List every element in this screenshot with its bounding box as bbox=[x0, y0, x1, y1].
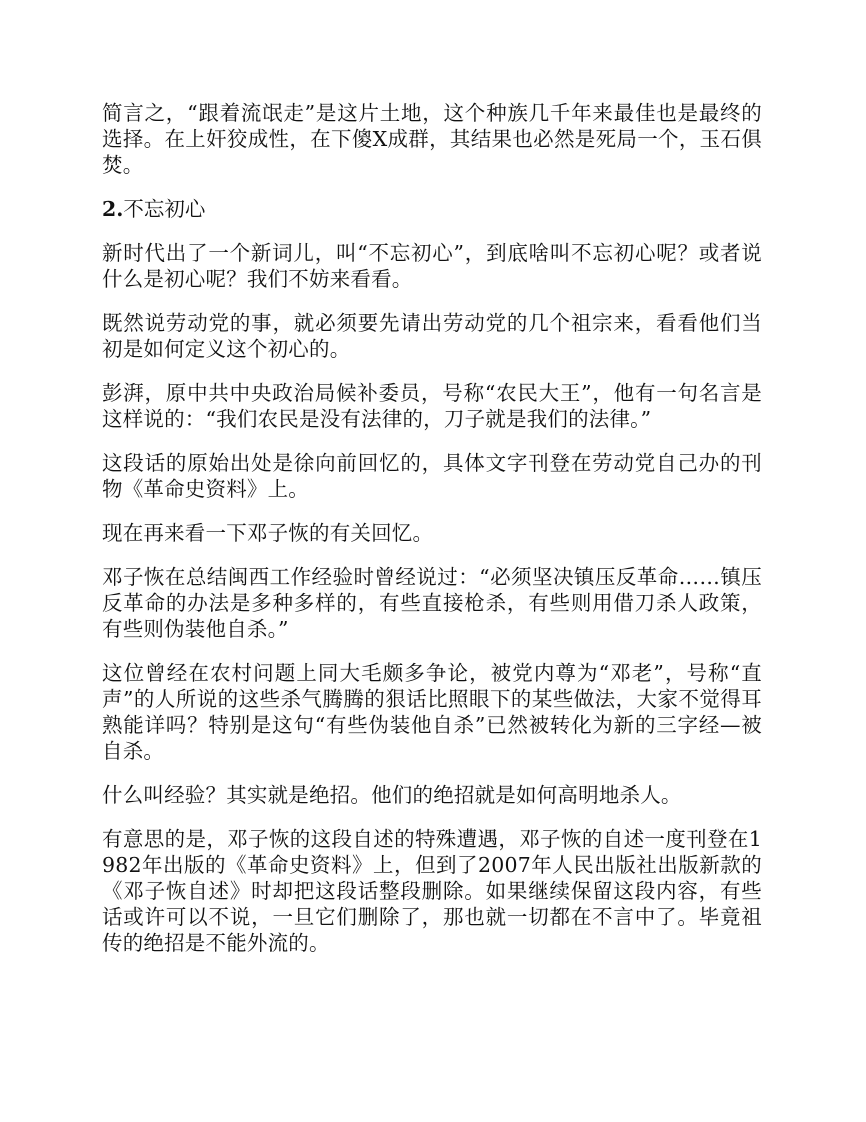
document-page bbox=[102, 100, 762, 974]
paragraph: 现在再来看一下邓子恢的有关回忆。 bbox=[102, 521, 434, 545]
paragraph: 既然说劳动党的事，就必须要先请出劳动党的几个祖宗来，看看他们当初是如何定义这个初心的。 bbox=[102, 311, 762, 361]
paragraph: 这段话的原始出处是徐向前回忆的，具体文字刊登在劳动党自己办的刊物《革命史资料》上。 bbox=[102, 451, 762, 501]
paragraph: 彭湃，原中共中央政治局候补委员，号称“农民大王”，他有一句名言是这样说的：“我们农民是没有法律的，刀子就是我们的法律。” bbox=[102, 381, 762, 431]
paragraph: 新时代出了一个新词儿，叫“不忘初心”，到底啥叫不忘初心呢？或者说什么是初心呢？我们不妨来看看。 bbox=[102, 241, 762, 291]
section-title: 不忘初心 bbox=[123, 197, 206, 221]
paragraph: 邓子恢在总结闽西工作经验时曾经说过：“必须坚决镇压反革命……镇压反革命的办法是多种多样的，有些直接枪杀，有些则用借刀杀人政策，有些则伪装他自杀。” bbox=[102, 565, 762, 641]
paragraph: 这位曾经在农村问题上同大毛颇多争论，被党内尊为“邓老”，号称“直声”的人所说的这些杀气腾腾的狠话比照眼下的某些做法，大家不觉得耳熟能详吗？特别是这句“有些伪装他自杀”已然被转化为新的三字经—被自杀。 bbox=[102, 661, 762, 763]
paragraph: 什么叫经验？其实就是绝招。他们的绝招就是如何高明地杀人。 bbox=[102, 783, 682, 807]
section-heading bbox=[102, 196, 762, 222]
section-number: 2. bbox=[102, 197, 124, 221]
paragraph-intro: 简言之，“跟着流氓走”是这片土地，这个种族几千年来最佳也是最终的选择。在上奸狡成性，在下傻X成群，其结果也必然是死局一个，玉石俱焚。 bbox=[102, 101, 762, 177]
paragraph: 有意思的是，邓子恢的这段自述的特殊遭遇，邓子恢的自述一度刊登在1982年出版的《革命史资料》上，但到了2007年人民出版社出版新款的《邓子恢自述》时却把这段话整段删除。如果继续保留这段内容，有些话或许可以不说，一旦它们删除了，那也就一切都在不言中了。毕竟祖传的绝招是不能外流的。 bbox=[102, 827, 762, 955]
